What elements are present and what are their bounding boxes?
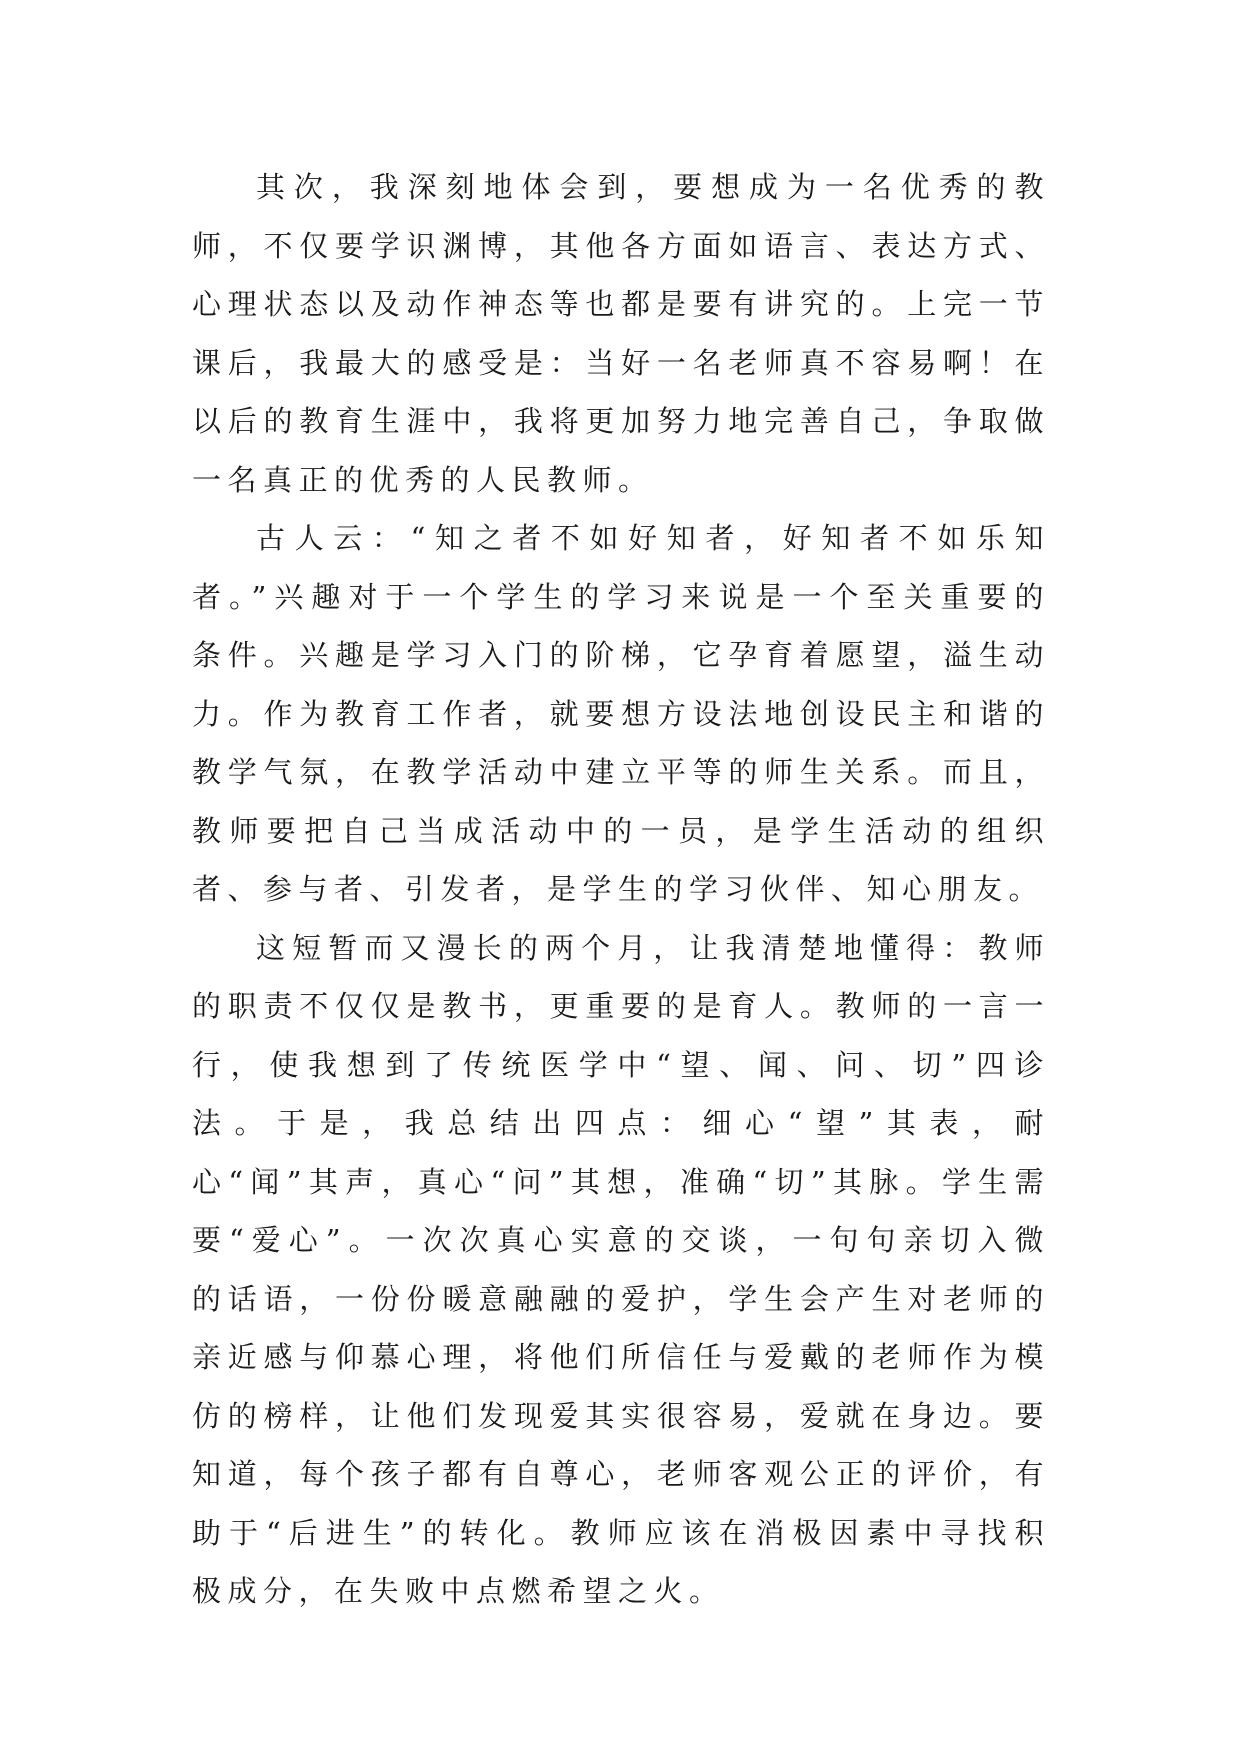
document-body bbox=[192, 158, 1050, 1621]
paragraph-1: 其次，我深刻地体会到，要想成为一名优秀的教师，不仅要学识渊博，其他各方面如语言、表达方式、心理状态以及动作神态等也都是要有讲究的。上完一节课后，我最大的感受是：当好一名老师真不容易啊！在以后的教育生涯中，我将更加努力地完善自己，争取做一名真正的优秀的人民教师。 bbox=[192, 170, 1050, 497]
paragraph-2: 古人云：“知之者不如好知者，好知者不如乐知者。”兴趣对于一个学生的学习来说是一个至关重要的条件。兴趣是学习入门的阶梯，它孕育着愿望，溢生动力。作为教育工作者，就要想方设法地创设民主和谐的教学气氛，在教学活动中建立平等的师生关系。而且，教师要把自己当成活动中的一员，是学生活动的组织者、参与者、引发者，是学生的学习伙伴、知心朋友。 bbox=[192, 521, 1050, 906]
paragraph-3: 这短暂而又漫长的两个月，让我清楚地懂得：教师的职责不仅仅是教书，更重要的是育人。教师的一言一行，使我想到了传统医学中“望、闻、问、切”四诊法。于是，我总结出四点：细心“望”其表，耐心“闻”其声，真心“问”其想，准确“切”其脉。学生需要“爱心”。一次次真心实意的交谈，一句句亲切入微的话语，一份份暖意融融的爱护，学生会产生对老师的亲近感与仰慕心理，将他们所信任与爱戴的老师作为模仿的榜样，让他们发现爱其实很容易，爱就在身边。要知道，每个孩子都有自尊心，老师客观公正的评价，有助于“后进生”的转化。教师应该在消极因素中寻找积极成分，在失败中点燃希望之火。 bbox=[192, 930, 1050, 1608]
